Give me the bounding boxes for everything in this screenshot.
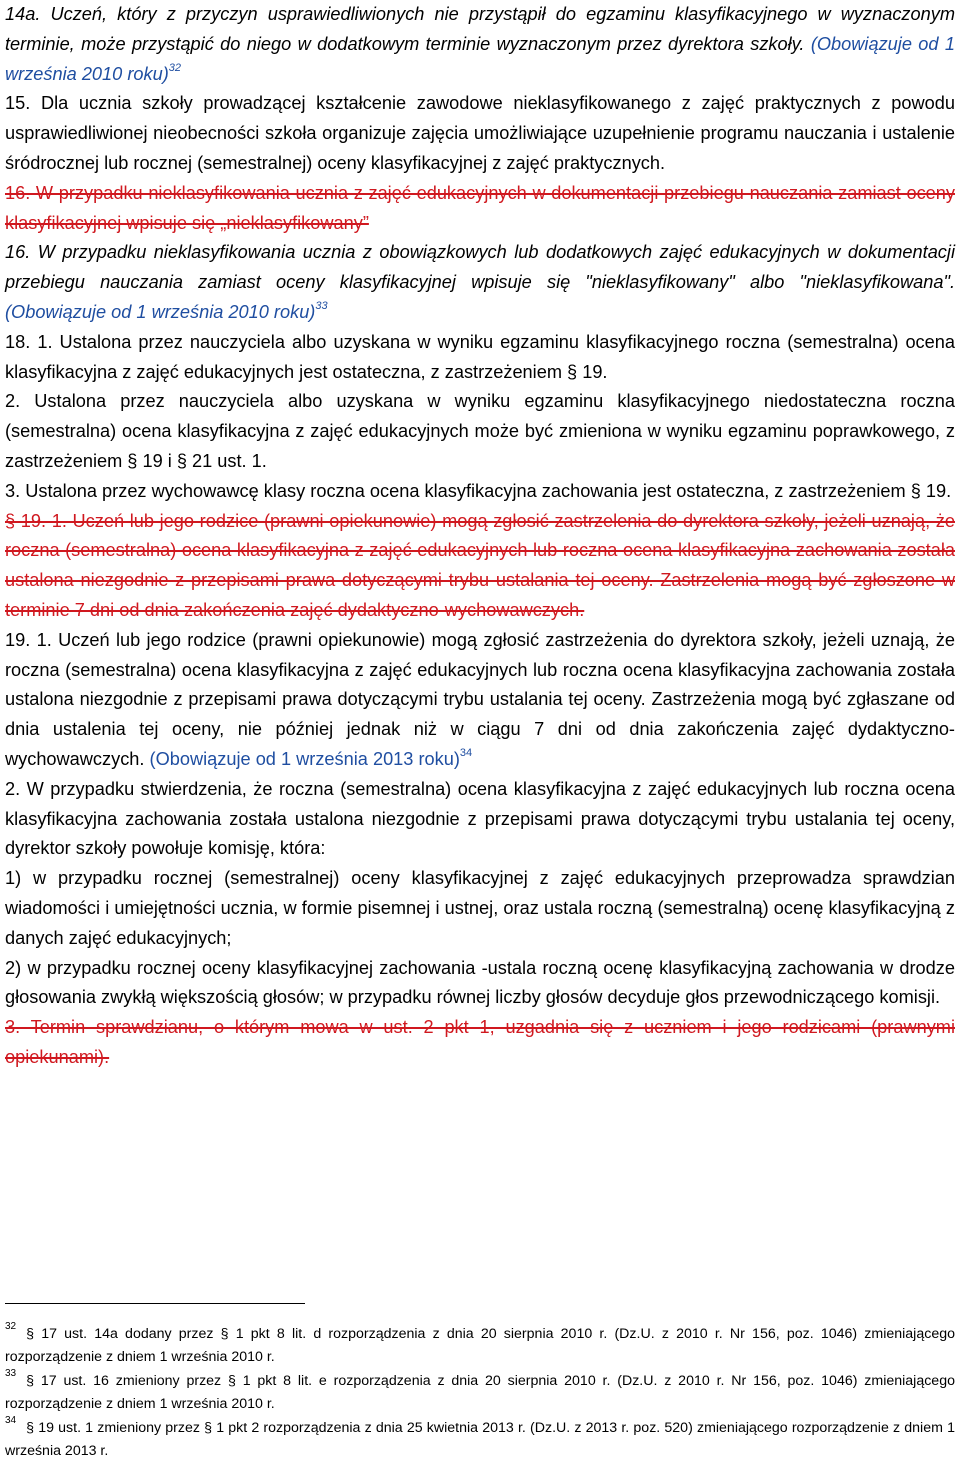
footnote-ref: 34: [459, 746, 473, 759]
footnote-number: 34: [5, 1414, 17, 1426]
paragraph-text: 15. Dla ucznia szkoły prowadzącej kształcenie zawodowe nieklasyfikowanego z zajęć praktycznych z powodu usprawiedliwionej nieobecności szkoła organizuje zajęcia umożliwiające uzupełnienie programu nauczania i ustalenie śródrocznej lub rocznej (semestralnej) oceny klasyfikacyjnej z zajęć praktycznych.: [5, 93, 955, 173]
footnote-number: 32: [5, 1321, 17, 1333]
paragraph-p16-old: [5, 179, 955, 239]
paragraph-p18-2: [5, 387, 955, 476]
footnote-text: 19 ust. 1 zmieniony przez § 1 pkt 2 rozporządzenia z dnia 25 kwietnia 2013 r. (Dz.U. z 2013 r. poz. 520) zmieniającego rozporządzenie z dniem 1 września 2013 r.: [5, 1419, 955, 1460]
footnote-34: [5, 1414, 955, 1464]
paragraph-text: 2. Ustalona przez nauczyciela albo uzyskana w wyniku egzaminu klasyfikacyjnego niedostateczna roczna (semestralna) ocena klasyfikacyjna z zajęć edukacyjnych może być zmieniona w wyniku egzaminu poprawkowego, z zastrzeżeniem § 19 i § 21 ust. 1.: [5, 391, 955, 471]
footnote-text: 17 ust. 14a dodany przez § 1 pkt 8 lit. d rozporządzenia z dnia 20 sierpnia 2010 r. (Dz.U. z 2010 r. Nr 156, poz. 1046) zmieniającego rozporządzenie z dniem 1 września 2010 r.: [5, 1326, 955, 1366]
footnotes-section: [5, 1323, 955, 1463]
footnote-separator: [5, 1303, 305, 1304]
effective-date-note: (Obowiązuje od 1 września 2013 roku): [149, 748, 460, 769]
paragraph-p14a: [5, 0, 955, 89]
effective-date-note: (Obowiązuje od 1 września 2010 roku): [5, 301, 316, 322]
paragraph-p19-2-1: [5, 864, 955, 953]
paragraph-text: 19. 1. Uczeń lub jego rodzice (prawni opiekunowie) mogą zgłosić zastrzeżenia do dyrektora szkoły, jeżeli uznają, że roczna (semestralna) ocena klasyfikacyjna z zajęć edukacyjnych lub roczna ocena klasyfikacyjna zachowania została ustalona niezgodnie z przepisami prawa dotyczącymi trybu ustalania tej oceny. Zastrzeżenia mogą być zgłaszane od dnia ustalenia tej oceny, nie później jednak niż w ciągu 7 dni od dnia zakończenia zajęć dydaktyczno-wychowawczych.: [5, 629, 955, 769]
paragraph-text: 2. W przypadku stwierdzenia, że roczna (semestralna) ocena klasyfikacyjna z zajęć edukacyjnych lub roczna ocena klasyfikacyjna zachowania została ustalona niezgodnie z przepisami prawa dotyczącymi trybu ustalania tej oceny, dyrektor szkoły powołuje komisję, która:: [5, 778, 955, 859]
paragraph-p19-2-2: [5, 954, 955, 1014]
section-sign-icon: §: [26, 1326, 42, 1342]
paragraph-text: 1) w przypadku rocznej (semestralnej) oceny klasyfikacyjnej z zajęć edukacyjnych przeprowadza sprawdzian wiadomości i umiejętności ucznia, w formie pisemnej i ustnej, oraz ustala roczną (semestralną) ocenę klasyfikacyjną z danych zajęć edukacyjnych;: [5, 868, 955, 948]
paragraph-p19-1-old: [5, 507, 955, 626]
footnote-number: 33: [5, 1368, 17, 1380]
section-sign-icon: §: [26, 1419, 39, 1436]
effective-date-note: (Obowiązuje od 1 września 2010 roku): [5, 33, 956, 84]
paragraph-text: 18. 1. Ustalona przez nauczyciela albo uzyskana w wyniku egzaminu klasyfikacyjnego roczna (semestralna) ocena klasyfikacyjna z zajęć edukacyjnych jest ostateczna, z zastrzeżeniem § 19.: [5, 331, 955, 382]
paragraph-p19-1: [5, 626, 955, 775]
paragraph-p15: [5, 89, 955, 178]
paragraph-p16: [5, 238, 955, 327]
paragraph-text: 16. W przypadku nieklasyfikowania ucznia z obowiązkowych lub dodatkowych zajęć edukacyjnych w dokumentacji przebiegu nauczania zamiast oceny klasyfikacyjnej wpisuje się "nieklasyfikowany" albo "nieklasyfikowana".: [5, 242, 955, 293]
footnote-32: [5, 1323, 955, 1370]
paragraph-text: 3. Ustalona przez wychowawcę klasy roczna ocena klasyfikacyjna zachowania jest ostateczna, z zastrzeżeniem § 19.: [5, 480, 952, 501]
footnote-text: 17 ust. 16 zmieniony przez § 1 pkt 8 lit. e rozporządzenia z dnia 20 sierpnia 2010 r. (Dz.U. z 2010 r. Nr 156, poz. 1046) zmieniającego rozporządzenie z dniem 1 września 2010 r.: [5, 1372, 955, 1413]
deleted-text: 3. Termin sprawdzianu, o którym mowa w ust. 2 pkt 1, uzgadnia się z uczniem i jego rodzicami (prawnymi opiekunami).: [5, 1017, 955, 1067]
paragraph-text: 14a. Uczeń, który z przyczyn usprawiedliwionych nie przystąpił do egzaminu klasyfikacyjnego w wyznaczonym terminie, może przystąpić do niego w dodatkowym terminie wyznaczonym przez dyrektora szkoły.: [5, 4, 955, 54]
footnote-ref: 33: [315, 299, 328, 312]
paragraph-text: 2) w przypadku rocznej oceny klasyfikacyjnej zachowania -ustala roczną ocenę klasyfikacyjną zachowania w drodze głosowania zwykłą większością głosów; w przypadku równej liczby głosów decyduje głos przewodniczącego komisji.: [5, 957, 955, 1008]
paragraph-p18-1: [5, 328, 955, 388]
paragraph-p18-3: [5, 477, 955, 507]
deleted-text: § 19. 1. Uczeń lub jego rodzice (prawni opiekunowie) mogą zgłosić zastrzelenia do dyrektora szkoły, jeżeli uznają, że roczna (semestralna) ocena klasyfikacyjna z zajęć edukacyjnych lub roczna ocena klasyfikacyjna zachowania została ustalona niezgodnie z przepisami prawa dotyczącymi trybu ustalania tej oceny. Zastrzelenia mogą być zgłoszone w terminie 7 dni od dnia zakończenia zajęć dydaktyczno-wychowawczych.: [5, 510, 955, 620]
footnote-33: [5, 1370, 955, 1417]
document-body: [5, 0, 955, 1073]
paragraph-p19-3-old: [5, 1013, 955, 1073]
deleted-text: 16. W przypadku nieklasyfikowania ucznia z zajęć edukacyjnych w dokumentacji przebiegu nauczania zamiast oceny klasyfikacyjnej wpisuje się „nieklasyfikowany”: [5, 182, 955, 233]
footnote-ref: 32: [168, 61, 182, 74]
paragraph-p19-2: [5, 775, 955, 864]
section-sign-icon: §: [26, 1372, 41, 1389]
